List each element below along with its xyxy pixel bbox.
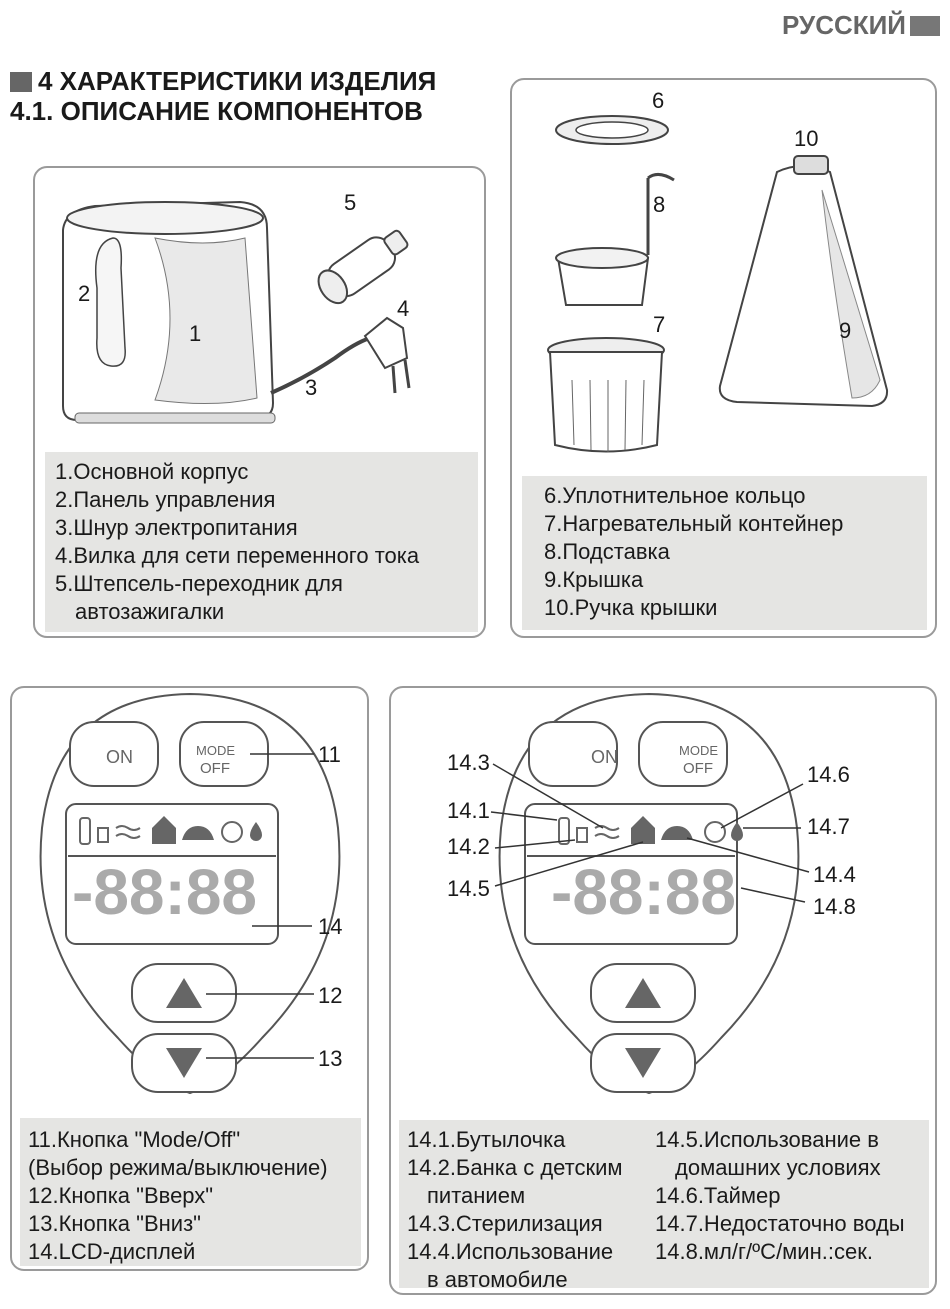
- callout-5: 5: [344, 190, 357, 215]
- caption-item: 1.Основной корпус: [55, 459, 249, 484]
- callout-11: 11: [318, 742, 341, 767]
- callout-10: 10: [794, 126, 819, 151]
- callout-7: 7: [653, 312, 666, 337]
- control-panel-illustration: [12, 688, 367, 1108]
- callout-14-4: 14.4: [813, 862, 856, 887]
- caption-item: 8.Подставка: [544, 539, 670, 564]
- caption-item: 5.Штепсель-переходник для: [55, 571, 343, 596]
- callout-14-8: 14.8: [813, 894, 856, 919]
- callout-14-3: 14.3: [447, 750, 490, 775]
- section-subtitle: 4.1. ОПИСАНИЕ КОМПОНЕНТОВ: [10, 96, 423, 126]
- callout-9: 9: [839, 318, 852, 343]
- accessories-caption: [522, 476, 927, 630]
- caption-item: 14.2.Банка с детским: [407, 1155, 623, 1180]
- caption-item: 14.8.мл/г/ºС/мин.:сек.: [655, 1239, 873, 1264]
- callout-14-6: 14.6: [807, 762, 850, 787]
- caption-item-continued: в автомобиле: [427, 1267, 568, 1292]
- section-marker: [10, 72, 32, 92]
- panel-main-unit: [33, 166, 486, 638]
- on-button[interactable]: ON: [106, 747, 133, 767]
- language-marker: [910, 16, 940, 36]
- callout-14-2: 14.2: [447, 834, 490, 859]
- caption-column-right: [655, 1126, 905, 1266]
- caption-item: 14.5.Использование в: [655, 1127, 879, 1152]
- svg-text:-88:88: -88:88: [72, 856, 257, 928]
- section-heading: [10, 66, 436, 126]
- language-text: РУССКИЙ: [782, 10, 906, 40]
- callout-2: 2: [78, 281, 91, 306]
- caption-item-continued: домашних условиях: [675, 1155, 881, 1180]
- callout-4: 4: [397, 296, 410, 321]
- section-title: [10, 66, 436, 96]
- mode-button-label[interactable]: MODE: [196, 743, 235, 758]
- caption-item: 14.7.Недостаточно воды: [655, 1211, 905, 1236]
- caption-item: 6.Уплотнительное кольцо: [544, 483, 806, 508]
- callout-12: 12: [318, 983, 343, 1008]
- language-label: [782, 10, 940, 41]
- on-button[interactable]: ON: [591, 747, 618, 767]
- caption-item: 12.Кнопка "Вверх": [28, 1183, 214, 1208]
- caption-item: 4.Вилка для сети переменного тока: [55, 543, 420, 568]
- caption-item: 14.4.Использование: [407, 1239, 614, 1264]
- caption-item-continued: автозажигалки: [75, 599, 225, 624]
- callout-6: 6: [652, 88, 665, 113]
- caption-item: 13.Кнопка "Вниз": [28, 1211, 201, 1236]
- mode-button-label[interactable]: MODE: [679, 743, 718, 758]
- caption-item: 7.Нагревательный контейнер: [544, 511, 844, 536]
- caption-item: 14.LCD-дисплей: [28, 1239, 196, 1264]
- callout-14: 14: [318, 914, 343, 939]
- caption-item: 11.Кнопка "Mode/Off": [28, 1127, 241, 1152]
- callout-3: 3: [305, 375, 318, 400]
- accessories-illustration: [512, 80, 935, 480]
- section-title-text: 4 ХАРАКТЕРИСТИКИ ИЗДЕЛИЯ: [38, 66, 437, 96]
- callout-14-5: 14.5: [447, 876, 490, 901]
- caption-item: 3.Шнур электропитания: [55, 515, 298, 540]
- callout-8: 8: [653, 192, 666, 217]
- main-unit-caption: [45, 452, 478, 632]
- off-button-label[interactable]: OFF: [683, 760, 713, 777]
- caption-item: 14.1.Бутылочка: [407, 1127, 566, 1152]
- panel-lcd-indicators: [389, 686, 937, 1295]
- caption-item: 9.Крышка: [544, 567, 644, 592]
- lcd-indicators-caption: [399, 1120, 929, 1292]
- off-button-label[interactable]: OFF: [200, 760, 230, 777]
- caption-item-continued: питанием: [427, 1183, 526, 1208]
- callout-13: 13: [318, 1046, 343, 1071]
- control-buttons-caption: [20, 1118, 361, 1266]
- caption-item: 2.Панель управления: [55, 487, 276, 512]
- svg-text:-88:88: -88:88: [551, 856, 736, 928]
- caption-item: 14.6.Таймер: [655, 1183, 781, 1208]
- caption-item: 10.Ручка крышки: [544, 595, 718, 620]
- main-unit-illustration: [35, 168, 484, 458]
- callout-14-7: 14.7: [807, 814, 850, 839]
- callout-14-1: 14.1: [447, 798, 490, 823]
- caption-column-left: [407, 1126, 623, 1294]
- caption-item: (Выбор режима/выключение): [28, 1155, 328, 1180]
- callout-1: 1: [189, 321, 202, 346]
- caption-item: 14.3.Стерилизация: [407, 1211, 603, 1236]
- panel-accessories: [510, 78, 937, 638]
- panel-control-buttons: [10, 686, 369, 1271]
